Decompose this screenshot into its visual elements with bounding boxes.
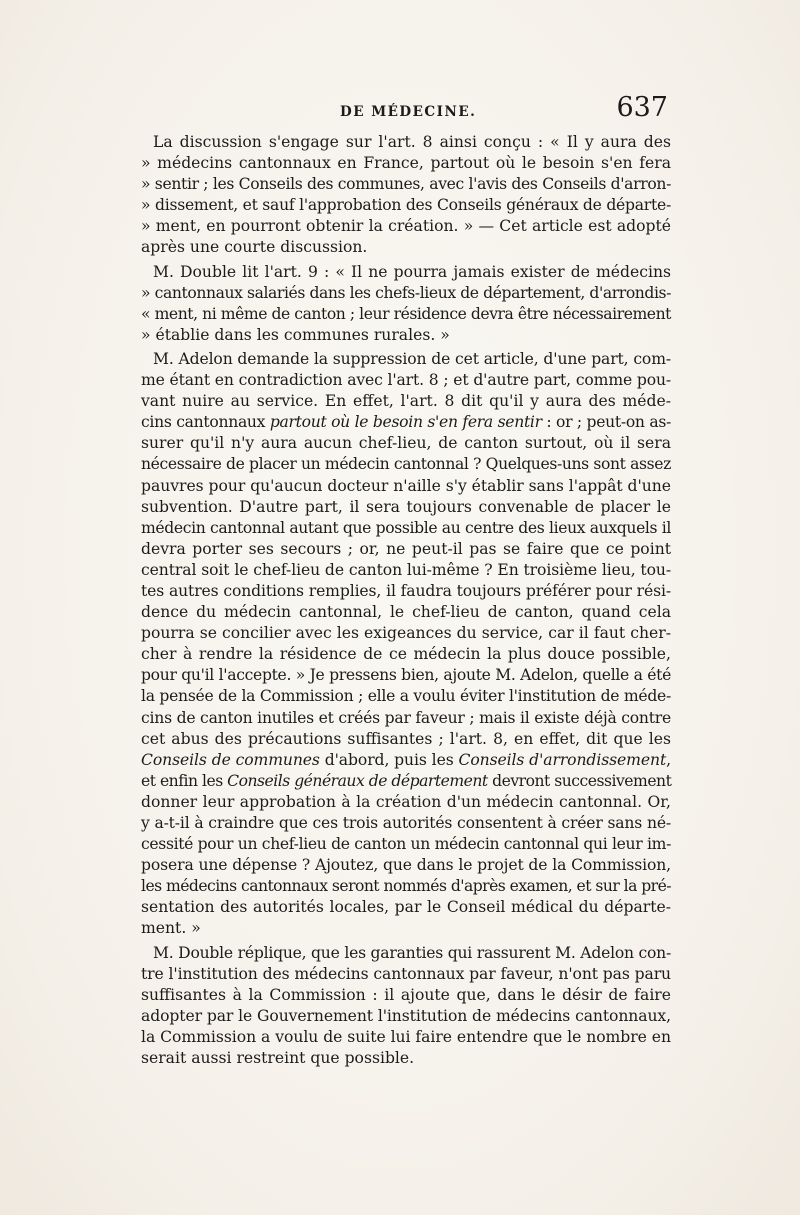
text-line: [141, 391, 671, 412]
text-run: » médecins cantonnaux en France, partout où le besoin s'en fera: [141, 154, 671, 173]
text-line: [141, 1027, 671, 1048]
text-run: » sentir ; les Conseils des communes, avec l'avis des Conseils d'arron-: [141, 175, 671, 194]
text-run: cins de canton inutiles et créés par faveur ; mais il existe déjà contre: [141, 708, 671, 727]
text-run: y a-t-il à craindre que ces trois autorités consentent à créer sans né-: [141, 814, 671, 832]
page-header: [138, 92, 668, 134]
text-line: [141, 729, 671, 750]
text-run: et enfin les: [141, 771, 228, 790]
text-run: M. Adelon demande la suppression de cet article, d'une part, com-: [153, 349, 671, 368]
paragraph: [141, 349, 671, 940]
paragraph: [141, 132, 671, 259]
text-line: [141, 216, 671, 237]
text-run: la Commission a voulu de suite lui faire entendre que le nombre en: [141, 1027, 671, 1046]
text-line: [141, 132, 671, 153]
text-line: [141, 153, 671, 174]
text-run: « ment, ni même de canton ; leur résidence devra être nécessairement: [141, 304, 671, 323]
text-line: [141, 581, 671, 602]
text-line: [141, 518, 671, 539]
text-run: cins cantonnaux: [141, 413, 270, 432]
text-run: médecin cantonnal autant que possible au centre des lieux auxquels il: [141, 518, 671, 537]
italic-run: Conseils d'arrondissement: [458, 750, 667, 769]
text-line: [141, 964, 671, 985]
paragraph: [141, 262, 671, 346]
page-number: 637: [616, 92, 668, 123]
text-run: donner leur approbation à la création d'un médecin cantonnal. Or,: [141, 792, 671, 811]
italic-run: Conseils généraux de département: [227, 771, 488, 790]
text-run: sentation des autorités locales, par le Conseil médical du départe-: [141, 898, 671, 917]
text-line: [141, 325, 671, 346]
text-line: [141, 262, 671, 283]
text-run: après une courte discussion.: [141, 238, 368, 257]
text-run: cher à rendre la résidence de ce médecin la plus douce possible,: [141, 645, 671, 664]
text-run: ,: [666, 750, 671, 769]
text-run: les médecins cantonnaux seront nommés d'après examen, et sur la pré-: [141, 877, 671, 896]
text-line: [141, 349, 671, 370]
text-line: [141, 1048, 671, 1069]
text-run: pauvres pour qu'aucun docteur n'aille s'y établir sans l'appât d'une: [141, 476, 671, 495]
text-run: » ment, en pourront obtenir la création. » — Cet article est adopté: [141, 217, 671, 236]
text-line: [141, 195, 671, 216]
text-run: d'abord, puis les: [319, 750, 459, 769]
text-line: [141, 771, 671, 792]
text-line: [141, 412, 671, 433]
text-line: [141, 454, 671, 475]
paragraph: [141, 943, 671, 1070]
text-run: la pensée de la Commission ; elle a voulu éviter l'institution de méde-: [141, 687, 671, 706]
text-run: cet abus des précautions suffisantes ; l'art. 8, en effet, dit que les: [141, 729, 671, 748]
text-line: [141, 174, 671, 195]
text-line: [141, 686, 671, 707]
italic-run: Conseils de communes: [141, 750, 320, 769]
text-line: [141, 497, 671, 518]
text-run: M. Double lit l'art. 9 : « Il ne pourra jamais exister de médecins: [153, 262, 671, 281]
text-run: devra porter ses secours ; or, ne peut-il pas se faire que ce point: [141, 539, 671, 558]
text-line: [141, 1006, 671, 1027]
text-line: [141, 370, 671, 391]
text-run: adopter par le Gouvernement l'institution de médecins cantonnaux,: [141, 1006, 671, 1025]
text-line: [141, 985, 671, 1006]
text-line: [141, 433, 671, 454]
text-line: [141, 644, 671, 665]
text-line: [141, 792, 671, 813]
text-run: tes autres conditions remplies, il faudra toujours préférer pour rési-: [141, 581, 671, 600]
text-line: [141, 943, 671, 964]
italic-run: partout où le besoin s'en fera sentir: [269, 413, 542, 432]
text-run: dence du médecin cantonnal, le chef-lieu de canton, quand cela: [141, 603, 671, 622]
text-line: [141, 708, 671, 729]
text-line: [141, 897, 671, 918]
text-line: [141, 623, 671, 644]
text-line: [141, 813, 671, 834]
text-run: devront successivement: [487, 771, 672, 790]
text-line: [141, 750, 671, 771]
text-line: [141, 560, 671, 581]
text-run: pourra se concilier avec les exigeances du service, car il faut cher-: [141, 624, 671, 643]
text-run: pour qu'il l'accepte. » Je pressens bien, ajoute M. Adelon, quelle a été: [141, 666, 671, 685]
text-run: cessité pour un chef-lieu de canton un médecin cantonnal qui leur im-: [141, 835, 671, 854]
text-line: [141, 283, 671, 304]
text-run: M. Double réplique, que les garanties qui rassurent M. Adelon con-: [153, 943, 671, 962]
text-line: [141, 304, 671, 325]
text-run: serait aussi restreint que possible.: [141, 1049, 415, 1068]
text-run: posera une dépense ? Ajoutez, que dans le projet de la Commission,: [141, 856, 671, 875]
running-head: DE MÉDECINE.: [340, 104, 477, 120]
text-run: La discussion s'engage sur l'art. 8 ainsi conçu : « Il y aura des: [153, 133, 671, 151]
text-run: nécessaire de placer un médecin cantonnal ? Quelques-uns sont assez: [141, 455, 671, 474]
text-run: vant nuire au service. En effet, l'art. 8 dit qu'il y aura des méde-: [141, 392, 671, 411]
text-run: suffisantes à la Commission : il ajoute que, dans le désir de faire: [141, 985, 671, 1004]
text-line: [141, 876, 671, 897]
text-line: [141, 602, 671, 623]
text-line: [141, 665, 671, 686]
text-line: [141, 476, 671, 497]
text-run: surer qu'il n'y aura aucun chef-lieu, de canton surtout, où il sera: [141, 434, 671, 453]
text-run: tre l'institution des médecins cantonnaux par faveur, n'ont pas paru: [141, 964, 671, 983]
text-run: » établie dans les communes rurales. »: [141, 325, 450, 344]
text-run: » dissement, et sauf l'approbation des Conseils généraux de départe-: [141, 196, 671, 215]
text-line: [141, 237, 671, 258]
text-run: : or ; peut-on as-: [541, 413, 671, 432]
body-text: [141, 132, 671, 1069]
text-line: [141, 918, 671, 939]
text-line: [141, 834, 671, 855]
text-line: [141, 855, 671, 876]
text-run: me étant en contradiction avec l'art. 8 ; et d'autre part, comme pou-: [141, 371, 671, 390]
text-run: subvention. D'autre part, il sera toujours convenable de placer le: [141, 497, 671, 516]
text-run: » cantonnaux salariés dans les chefs-lieux de département, d'arrondis-: [141, 283, 671, 302]
text-run: central soit le chef-lieu de canton lui-même ? En troisième lieu, tou-: [141, 560, 671, 579]
text-run: ment. »: [141, 919, 201, 938]
text-line: [141, 539, 671, 560]
